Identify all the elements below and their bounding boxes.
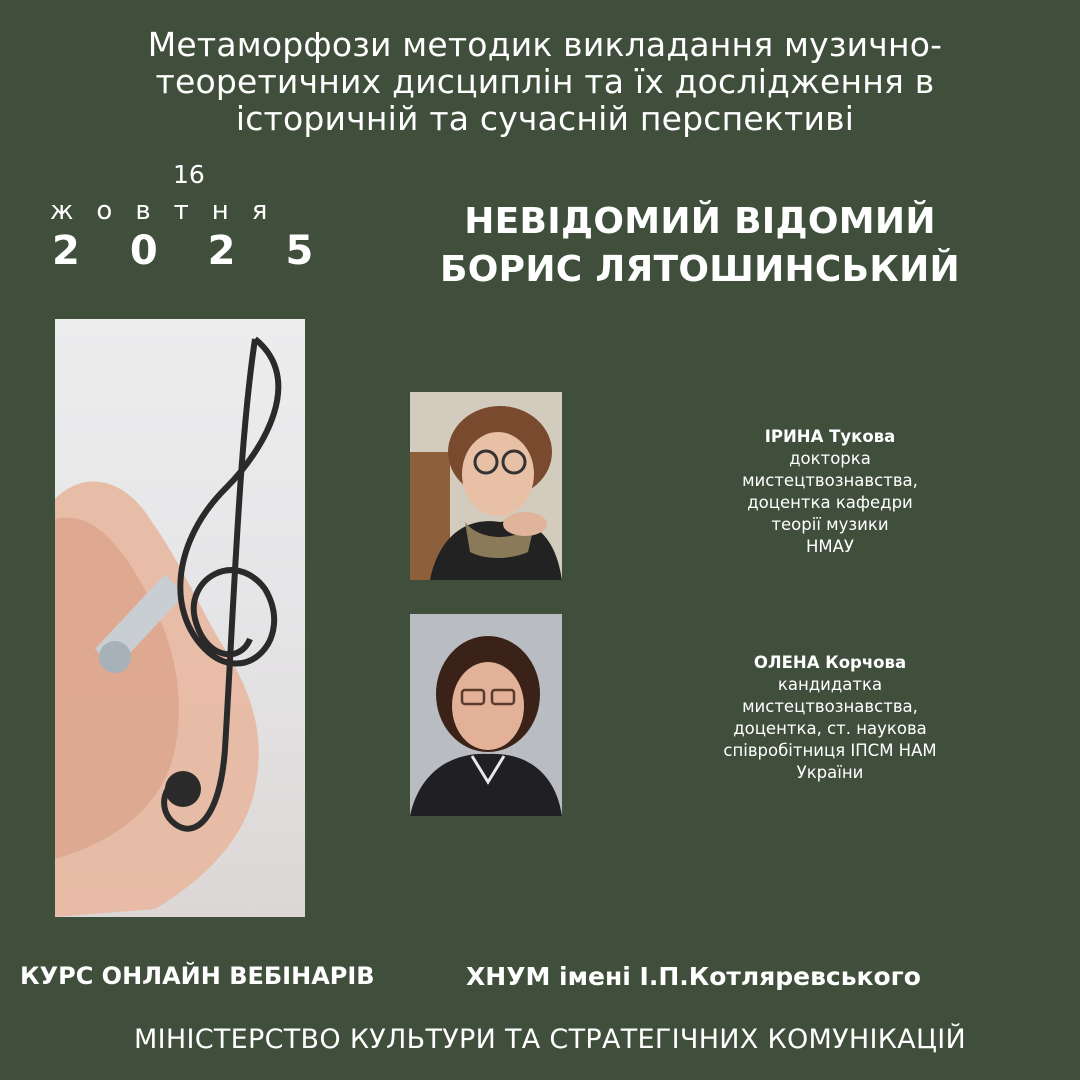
speaker-1-photo <box>410 392 562 580</box>
speaker-1-portrait <box>410 392 562 580</box>
course-label: КУРС ОНЛАЙН ВЕБІНАРІВ <box>20 962 375 990</box>
event-title <box>420 198 980 294</box>
date-year: 2025 <box>52 228 364 274</box>
event-title-line-2: БОРИС ЛЯТОШИНСЬКИЙ <box>440 249 960 290</box>
speaker-1-name: ІРИНА Тукова <box>764 427 896 446</box>
university-name: ХНУМ імені І.П.Котляревського <box>466 962 921 991</box>
speaker-2-portrait <box>410 614 562 816</box>
treble-clef-photo <box>55 319 305 917</box>
speaker-1-info <box>700 426 960 558</box>
speaker-2-photo <box>410 614 562 816</box>
speaker-2-credentials: кандидатка мистецтвознавства, доцентка, ст. наукова співробітниця ІПСМ НАМ України <box>723 675 937 782</box>
event-title-line-1: НЕВІДОМИЙ ВІДОМИЙ <box>464 201 936 242</box>
speaker-2-name: ОЛЕНА Корчова <box>753 653 907 672</box>
series-title: Метаморфози методик викладання музично-теоретичних дисциплін та їх дослідження в історичній та сучасній перспективі <box>147 25 943 138</box>
speaker-1-credentials: докторка мистецтвознавства, доцентка кафедри теорії музики НМАУ <box>742 449 918 556</box>
date-day: 16 <box>173 160 205 189</box>
treble-clef-illustration <box>55 319 305 917</box>
date-month: жовтня <box>50 196 291 226</box>
ministry-name: МІНІСТЕРСТВО КУЛЬТУРИ ТА СТРАТЕГІЧНИХ КОМУНІКАЦІЙ <box>134 1024 966 1055</box>
speaker-2-info <box>700 652 960 784</box>
